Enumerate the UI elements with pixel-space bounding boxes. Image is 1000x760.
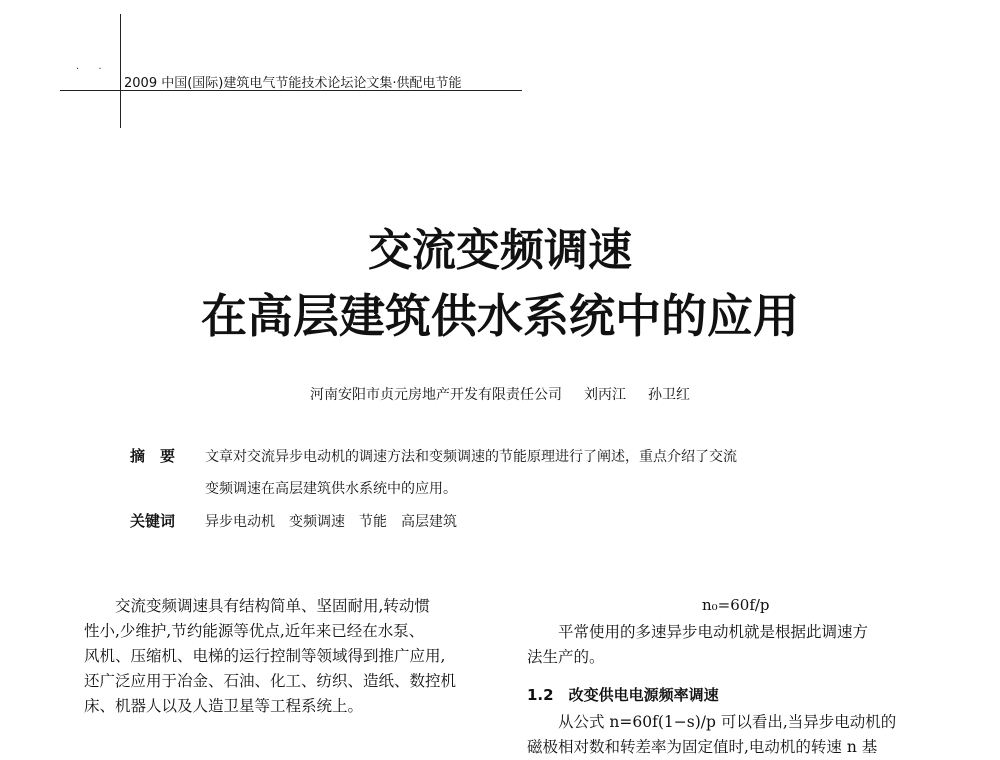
- text-line: 床、机器人以及人造卫星等工程系统上。: [84, 697, 364, 715]
- body-right-paragraph-2: [527, 710, 947, 760]
- keyword: 节能: [359, 514, 387, 530]
- text-line: 交流变频调速具有结构简单、坚固耐用,转动惯: [84, 597, 430, 615]
- abstract-line-2: 变频调速在高层建筑供水系统中的应用。: [205, 481, 457, 497]
- text-line: 从公式 n=60f(1−s)/p 可以看出,当异步电动机的: [527, 713, 897, 731]
- text-line: 平常使用的多速异步电动机就是根据此调速方: [527, 623, 869, 641]
- abstract-line-1: 文章对交流异步电动机的调速方法和变频调速的节能原理进行了阐述，重点介绍了交流: [205, 449, 737, 465]
- section-heading: 1.2 改变供电电源频率调速: [527, 686, 719, 704]
- text-line: 风机、压缩机、电梯的运行控制等领域得到推广应用,: [84, 647, 446, 665]
- text-line: 还广泛应用于冶金、石油、化工、纺织、造纸、数控机: [84, 672, 457, 690]
- paper-title-line-1: 交流变频调速: [368, 225, 632, 276]
- running-header: 2009 中国(国际)建筑电气节能技术论坛论文集·供配电节能: [124, 76, 462, 91]
- text-line: 性小,少维护,节约能源等优点,近年来已经在水泵、: [84, 622, 425, 640]
- text-line: 法生产的。: [527, 648, 605, 666]
- keywords-list: [205, 511, 471, 531]
- corner-marks: · ·: [76, 64, 110, 75]
- author-1: 刘丙江: [584, 387, 626, 403]
- body-left-column: [84, 594, 494, 719]
- byline: [0, 384, 1000, 404]
- formula: n₀=60f/p: [702, 596, 770, 614]
- keywords-label: 关键词: [130, 512, 176, 530]
- keyword: 异步电动机: [205, 514, 275, 530]
- keyword: 变频调速: [289, 514, 345, 530]
- author-2: 孙卫红: [648, 387, 690, 403]
- margin-rule-vertical: [120, 14, 121, 128]
- text-line: 磁极相对数和转差率为固定值时,电动机的转速 n 基: [527, 738, 878, 756]
- body-right-paragraph-1: [527, 620, 947, 670]
- paper-title-line-2: 在高层建筑供水系统中的应用: [201, 289, 799, 343]
- affiliation: 河南安阳市贞元房地产开发有限责任公司: [310, 387, 562, 403]
- keyword: 高层建筑: [401, 514, 457, 530]
- abstract-label: 摘 要: [130, 447, 176, 465]
